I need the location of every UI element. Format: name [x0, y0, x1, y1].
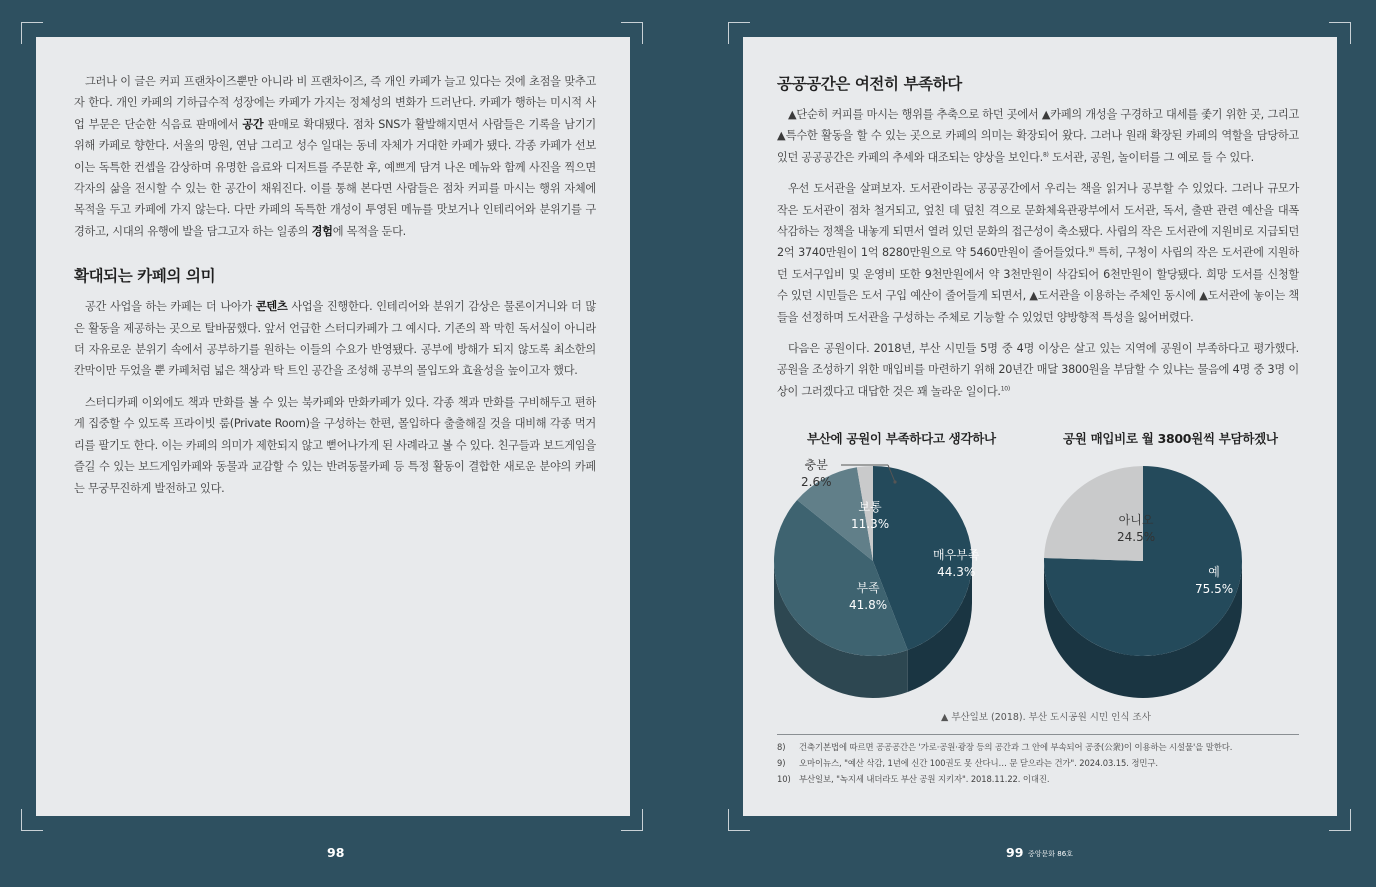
chart-source: ▲ 부산일보 (2018). 부산 도시공원 시민 인식 조사	[941, 712, 1151, 723]
paragraph: 공간 사업을 하는 카페는 더 나아가 콘텐츠 사업을 진행한다. 인테리어와 분위기 감상은 물론이거니와 더 많은 활동을 제공하는 곳으로 탈바꿈했다. 앞서 언급한 스터디카페가 그 예시다. 기존의 꽉 막힌 독서실이 아니라 더 자유로운 분위기 속에서 공부하기를 원하는 이들의 수요가 반영됐다. 공부에 방해가 되지 않도록 최소한의 칸막이만 두었을 뿐 카페처럼 넓은 책상과 탁 트인 공간을 조성해 공부의 몰입도와 효율성을 높이고자 했다.	[74, 300, 596, 378]
section-heading: 확대되는 카페의 의미	[74, 267, 216, 286]
chart-title: 공원 매입비로 월 3800원씩 부담하겠나	[1063, 431, 1278, 446]
paragraph: 우선 도서관을 살펴보자. 도서관이라는 공공공간에서 우리는 책을 읽거나 공부할 수 있었다. 그러나 규모가 작은 도서관이 점차 철거되고, 엎친 데 덮친 격으로 문화체육관광부에서 도서관, 독서, 출판 관련 예산을 대폭 삭감하는 정책을 내놓게 되면서 열려 있던 문화의 접근성이 축소됐다. 사립의 작은 도서관에 지원비로 지급되던 2억 3740만원이 1억 8280만원으로 약 5460만원이 줄어들었다.$^{9)}$ 특히, 구청이 사립의 작은 도서관에 지원하던 도서구입비 및 운영비 또한 9천만원에서 약 3천만원이 삭감되어 6천만원이 할당됐다. 희망 도서를 신청할 수 있던 시민들은 도서 구입 예산이 줄어들게 되면서, ▲도서관을 이용하는 주체인 동시에 ▲도서관에 놓이는 책들을 선정하며 도서관을 구성하는 주체로 기능할 수 있었던 양방향적 특성을 잃어버렸다.	[777, 182, 1299, 324]
paragraph: ▲단순히 커피를 마시는 행위를 추축으로 하던 곳에서 ▲카페의 개성을 구경하고 대세를 좇기 위한 곳, 그리고 ▲특수한 활동을 할 수 있는 곳으로 카페의 의미는 확장되어 왔다. 그러나 원래 확장된 카페의 역할을 담당하고 있던 공공공간은 카페의 추세와 대조되는 양상을 보인다.$^{8)}$ 도서관, 공원, 놀이터를 그 예로 들 수 있다.	[777, 108, 1299, 164]
slice-label-매우부족: 매우부족 44.3%	[933, 548, 980, 579]
callout-line	[833, 457, 923, 497]
right-article	[777, 72, 1299, 412]
magazine-name: 중앙문화 86호	[1028, 850, 1073, 858]
emphasis: 경험	[311, 224, 333, 238]
footnote-ref: 10)	[1000, 385, 1010, 393]
slice-label-예: 예 75.5%	[1195, 565, 1234, 596]
page-number-left: 98	[327, 845, 345, 860]
left-page	[36, 37, 630, 816]
right-page	[743, 37, 1337, 816]
slice-label-충분: 충분 2.6%	[801, 458, 832, 489]
slice-label-부족: 부족 41.8%	[849, 581, 888, 612]
paragraph: 그러나 이 글은 커피 프랜차이즈뿐만 아니라 비 프랜차이즈, 즉 개인 카페가 늘고 있다는 것에 초점을 맞추고자 한다. 개인 카페의 기하급수적 성장에는 카페가 가지는 정체성의 변화가 드러난다. 카페가 행하는 미시적 사업 부문은 단순한 식음료 판매에서 공간 판매로 확대됐다. 점차 SNS가 활발해지면서 사람들은 기록을 남기기 위해 카페로 향한다. 서울의 망원, 연남 그리고 성수 일대는 동네 자체가 거대한 카페가 됐다. 각종 카페가 선보이는 독특한 컨셉을 감상하며 유명한 음료와 디저트를 주문한 후, 예쁘게 담겨 나온 메뉴와 함께 사진을 찍으면 각자의 삶을 전시할 수 있는 한 공간이 채워진다. 이를 통해 본다면 사람들은 점차 커피를 마시는 행위 자체에 목적을 두고 카페에 가지 않는다. 다만 카페의 독특한 개성이 투영된 메뉴를 맛보거나 인테리어와 분위기를 구경하고, 시대의 유행에 발을 담그고자 하는 일종의 경험에 목적을 둔다.	[74, 75, 596, 238]
section-heading: 공공공간은 여전히 부족하다	[777, 75, 962, 93]
footnote: 9) 오마이뉴스, "예산 삭감, 1년에 신간 100권도 못 산다니… 문 닫으라는 건가". 2024.03.15. 정민구.	[777, 758, 1158, 768]
paragraph: 다음은 공원이다. 2018년, 부산 시민들 5명 중 4명 이상은 살고 있는 지역에 공원이 부족하다고 평가했다. 공원을 조성하기 위한 매입비를 마련하기 위해 20년간 매달 3800원을 부담할 수 있냐는 물음에 4명 중 3명 이상이 그러겠다고 대답한 것은 꽤 놀라운 일이다.$^{10)}$	[777, 342, 1299, 398]
footnote-ref: 8)	[1042, 151, 1049, 159]
left-article	[74, 71, 596, 509]
pie-chart-svg	[1043, 457, 1303, 717]
slice-label-아니오: 아니오 24.5%	[1117, 513, 1156, 544]
footnote: 8) 건축기본법에 따르면 공공공간은 '가로·공원·광장 등의 공간과 그 안에 부속되어 공중(公衆)이 이용하는 시설물'을 말한다.	[777, 742, 1233, 752]
slice-label-보통: 보통 11.3%	[851, 500, 890, 531]
chart-title: 부산에 공원이 부족하다고 생각하나	[807, 431, 996, 446]
paragraph: 스터디카페 이외에도 책과 만화를 볼 수 있는 북카페와 만화카페가 있다. 각종 책과 만화를 구비해두고 편하게 집중할 수 있도록 프라이빗 룸(Private Room)을 구성하는 한편, 몰입하다 출출해질 것을 대비해 각종 먹거리를 팔기도 한다. 이는 카페의 의미가 제한되지 않고 뻗어나가게 된 사례라고 볼 수 있다. 친구들과 보드게임을 즐길 수 있는 보드게임카페와 동물과 교감할 수 있는 반려동물카페 등 특정 활동이 결합한 새로운 분야의 카페는 무궁무진하게 발전하고 있다.	[74, 395, 596, 495]
emphasis: 콘텐츠	[255, 300, 288, 314]
page-number-right: 99	[1006, 845, 1024, 860]
footnote-ref: 9)	[1088, 246, 1095, 254]
footnote-divider	[777, 734, 1299, 735]
emphasis: 공간	[242, 117, 264, 131]
footnote: 10) 부산일보, "녹지세 내더라도 부산 공원 지키자". 2018.11.22. 이대진.	[777, 774, 1050, 784]
